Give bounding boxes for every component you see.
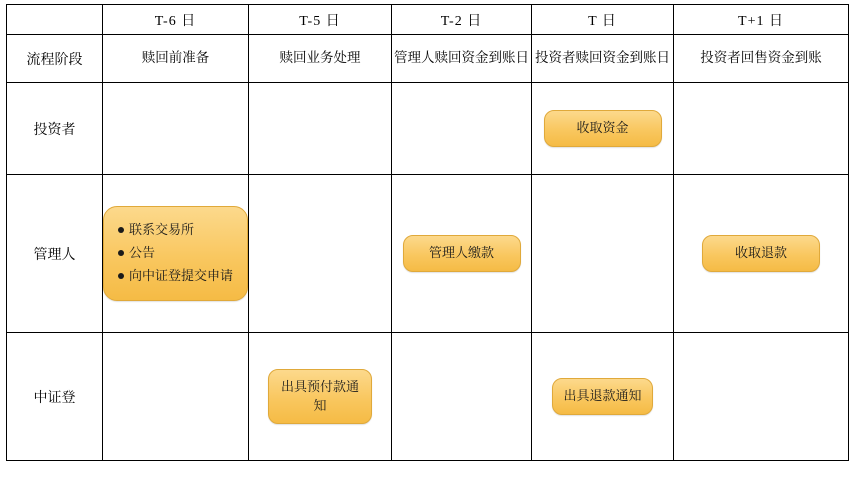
stage-cell-t-plus-1: 投资者回售资金到账	[674, 35, 849, 83]
cell-manager-t6	[103, 175, 249, 333]
row-label-investor: 投资者	[7, 83, 103, 175]
bullet-dot-icon	[118, 250, 124, 256]
node-refund-notice[interactable]: 出具退款通知	[552, 378, 652, 415]
stage-cell-t: 投资者赎回资金到账日	[532, 35, 674, 83]
cell-csdc-t5	[249, 333, 392, 461]
cell-manager-t5	[249, 175, 392, 333]
bullet-item: 向中证登提交申请	[118, 265, 233, 288]
cell-investor-t5	[249, 83, 392, 175]
cell-investor-t2	[392, 83, 532, 175]
cell-manager-t-plus-1	[674, 175, 849, 333]
stage-cell-t5: 赎回业务处理	[249, 35, 392, 83]
bullet-item: 联系交易所	[118, 219, 233, 242]
cell-csdc-t2	[392, 333, 532, 461]
flow-table-diagram	[0, 4, 855, 490]
cell-csdc-t6	[103, 333, 249, 461]
node-manager-payment[interactable]: 管理人缴款	[403, 235, 521, 272]
node-collect-funds[interactable]: 收取资金	[544, 110, 662, 147]
cell-csdc-t-plus-1	[674, 333, 849, 461]
node-prepayment-notice[interactable]: 出具预付款通知	[268, 369, 372, 425]
stage-row-label: 流程阶段	[7, 35, 103, 83]
row-label-csdc: 中证登	[7, 333, 103, 461]
corner-cell	[7, 5, 103, 35]
table-header-row	[7, 5, 849, 35]
bullet-dot-icon	[118, 227, 124, 233]
column-header-t2: T-2 日	[392, 5, 532, 35]
column-header-t-plus-1: T+1 日	[674, 5, 849, 35]
cell-investor-t6	[103, 83, 249, 175]
table-row	[7, 83, 849, 175]
cell-csdc-t	[532, 333, 674, 461]
column-header-t: T 日	[532, 5, 674, 35]
table-stage-row	[7, 35, 849, 83]
process-timeline-table	[6, 4, 849, 461]
bullet-item: 公告	[118, 242, 233, 265]
column-header-t5: T-5 日	[249, 5, 392, 35]
row-label-manager: 管理人	[7, 175, 103, 333]
table-row	[7, 175, 849, 333]
stage-cell-t2: 管理人赎回资金到账日	[392, 35, 532, 83]
cell-manager-t	[532, 175, 674, 333]
node-pre-redemption-tasks[interactable]	[103, 206, 248, 300]
stage-cell-t6: 赎回前准备	[103, 35, 249, 83]
bullet-dot-icon	[118, 273, 124, 279]
node-collect-refund[interactable]: 收取退款	[702, 235, 820, 272]
table-row	[7, 333, 849, 461]
column-header-t6: T-6 日	[103, 5, 249, 35]
cell-investor-t	[532, 83, 674, 175]
cell-investor-t-plus-1	[674, 83, 849, 175]
cell-manager-t2	[392, 175, 532, 333]
